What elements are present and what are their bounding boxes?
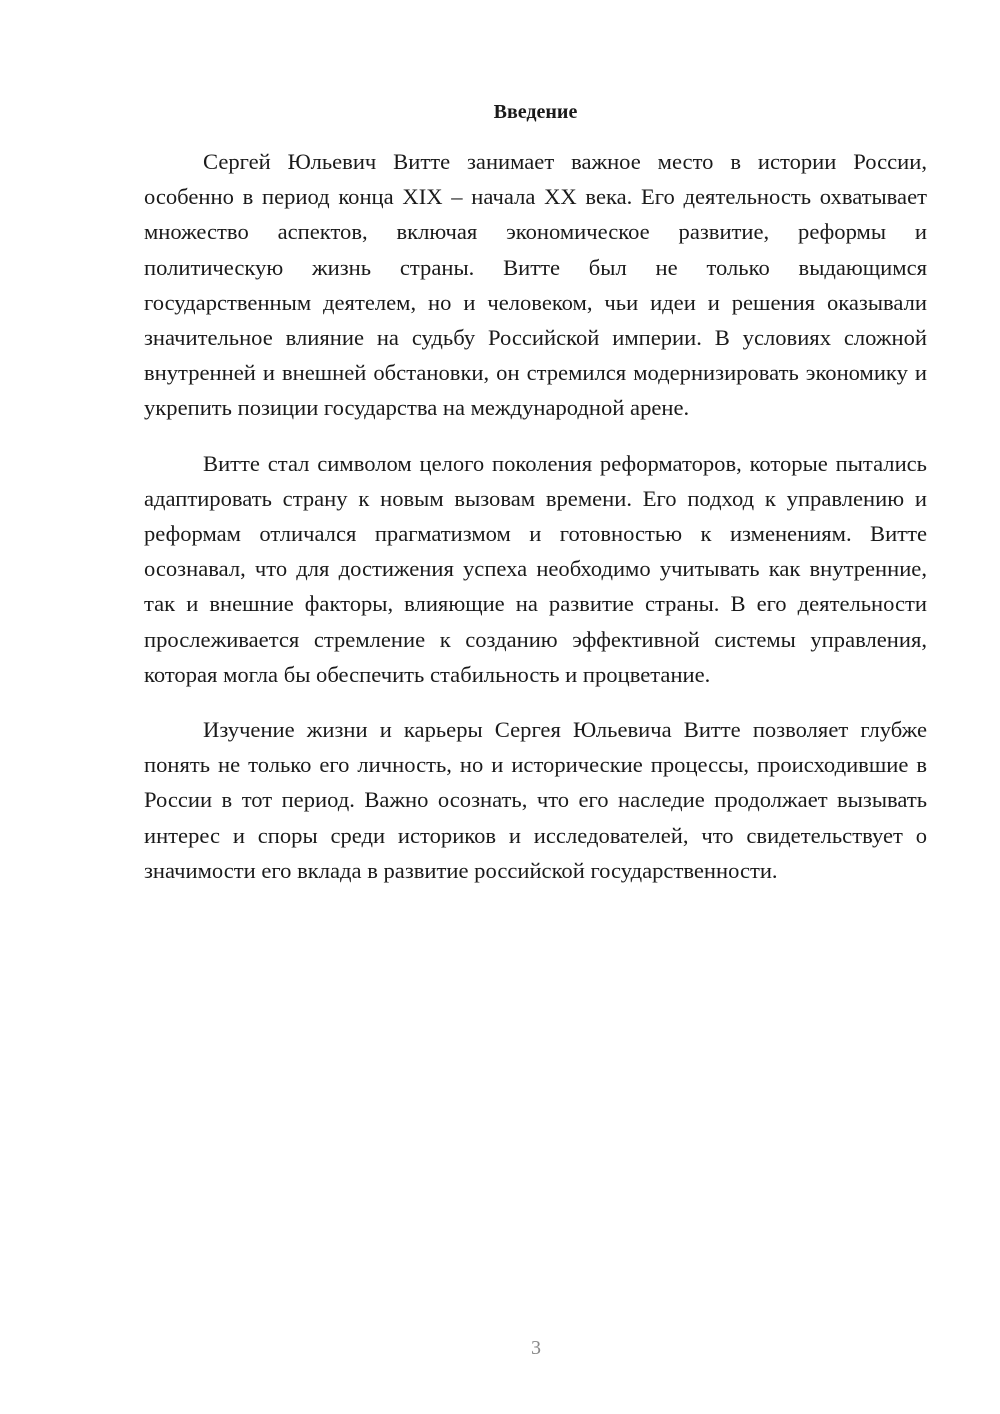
paragraph-1: Сергей Юльевич Витте занимает важное место в истории России, особенно в период конца XIX – начала XX века. Его деятельность охватывает множество аспектов, включая экономическое развитие, реформы и политическую жизнь страны. Витте был не только выдающимся государственным деятелем, но и человеком, чьи идеи и решения оказывали значительное влияние на судьбу Российской империи. В условиях сложной внутренней и внешней обстановки, он стремился модернизировать экономику и укрепить позиции государства на международной арене. bbox=[144, 149, 927, 421]
paragraph-2: Витте стал символом целого поколения реформаторов, которые пытались адаптировать страну к новым вызовам времени. Его подход к управлению и реформам отличался прагматизмом и готовностью к изменениям. Витте осознавал, что для достижения успеха необходимо учитывать как внутренние, так и внешние факторы, влияющие на развитие страны. В его деятельности прослеживается стремление к созданию эффективной системы управления, которая могла бы обеспечить стабильность и процветание. bbox=[144, 450, 927, 687]
body-text bbox=[144, 144, 927, 908]
page-number: 3 bbox=[531, 1337, 541, 1359]
paragraph-3: Изучение жизни и карьеры Сергея Юльевича Витте позволяет глубже понять не только его личность, но и исторические процессы, происходившие в России в тот период. Важно осознать, что его наследие продолжает вызывать интерес и споры среди историков и исследователей, что свидетельствует о значимости его вклада в развитие российской государственности. bbox=[144, 717, 927, 883]
section-title: Введение bbox=[493, 101, 578, 123]
